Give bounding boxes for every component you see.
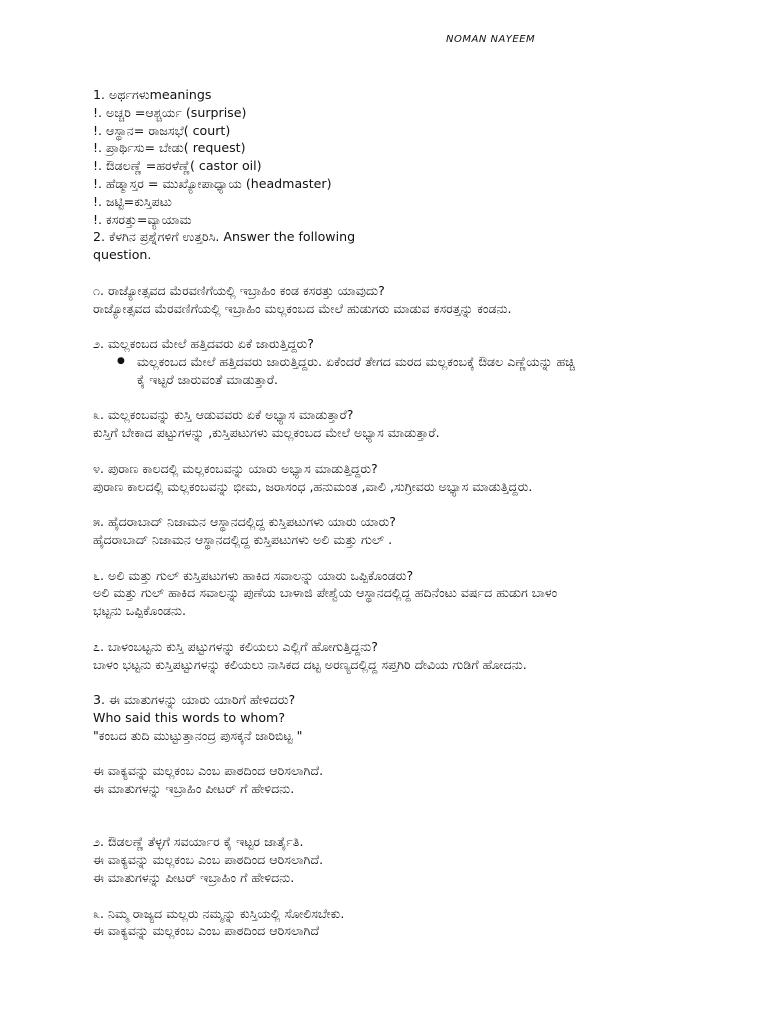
- answer-bullet-list: [93, 353, 673, 389]
- answer: ಭಟ್ಟನು ಒಪ್ಪಿಕೊಂಡನು.: [93, 603, 187, 619]
- meaning-item: !. ಕಸರತ್ತು=ವ್ಯಾಯಾಮ: [93, 211, 192, 227]
- answer: ಈ ವಾಕ್ಯವನ್ನು ಮಲ್ಲಕಂಬ ಎಂಬ ಪಾಠದಿಂದ ಆರಿಸಲಾಗಿದೆ.: [93, 852, 324, 868]
- question: ೩. ಮಲ್ಲಕಂಬವನ್ನು ಕುಸ್ತಿ ಆಡುವವರು ಏಕೆ ಅಭ್ಯಾಸ ಮಾಡುತ್ತಾರೆ?: [93, 407, 354, 423]
- section2-title: 2. ಕೆಳಗಿನ ಪ್ರಶ್ನೆಗಳಿಗೆ ಉತ್ತರಿಸಿ. Answer the following: [93, 229, 356, 245]
- question: ೬. ಅಲಿ ಮತ್ತು ಗುಲ್ ಕುಸ್ತಿಪಟುಗಳು ಹಾಕಿದ ಸವಾಲನ್ನು ಯಾರು ಒಪ್ಪಿಕೊಂಡರು?: [93, 567, 414, 583]
- answer: ಈ ಮಾತುಗಳನ್ನು ಇಬ್ರಾಹಿಂ ಪೀಟರ್ ಗೆ ಹೇಳಿದನು.: [93, 781, 295, 797]
- question: ೩. ನಿಮ್ಮ ರಾಜ್ಯದ ಮಲ್ಲರು ನಮ್ಮನ್ನು ಕುಸ್ತಿಯಲ್ಲಿ ಸೋಲಿಸಬೇಕು.: [93, 905, 345, 921]
- answer: ಬಾಳಂ ಭಟ್ಟನು ಕುಸ್ತಿಪಟ್ಟುಗಳನ್ನು ಕಲಿಯಲು ನಾಸಿಕದ ದಟ್ಟ ಅರಣ್ಯದಲ್ಲಿದ್ದ ಸಪ್ತಗಿರಿ ದೇವಿಯ ಗುಡಿಗೆ ಹೋದನು.: [93, 656, 527, 672]
- answer-bullet: [93, 353, 673, 389]
- meaning-item: !. ಪ್ರಾರ್ಥಿಸು= ಬೇಡು( request): [93, 140, 246, 156]
- section2-title-cont: question.: [93, 247, 152, 263]
- question: ೭. ಬಾಳಂಬಟ್ಟನು ಕುಸ್ತಿ ಪಟ್ಟುಗಳನ್ನು ಕಲಿಯಲು ಎಲ್ಲಿಗೆ ಹೋಗುತ್ತಿದ್ದನು?: [93, 638, 378, 654]
- section1-title: 1. ಅರ್ಥಗಳುmeanings: [93, 87, 212, 102]
- answer: ರಾಜ್ಯೋತ್ಸವದ ಮೆರವಣಿಗೆಯಲ್ಲಿ ಇಬ್ರಾಹಿಂ ಮಲ್ಲಕಂಬದ ಮೇಲೆ ಹುಡುಗರು ಮಾಡುವ ಕಸರತ್ತನ್ನು ಕಂಡನು.: [93, 300, 512, 316]
- question: ೨. ಮಲ್ಲಕಂಬದ ಮೇಲೆ ಹತ್ತಿದವರು ಏಕೆ ಜಾರುತ್ತಿದ್ದರು?: [93, 336, 314, 352]
- meaning-item: !. ಹೆಡ್ಮಾಸ್ತರ = ಮುಖ್ಯೋಪಾಧ್ಯಾಯ (headmaster): [93, 175, 332, 191]
- meaning-item: !. ಆಸ್ಥಾನ= ರಾಜಸಭೆ( court): [93, 122, 231, 138]
- answer: ಈ ಮಾತುಗಳನ್ನು ಪೀಟರ್ ಇಬ್ರಾಹಿಂ ಗೆ ಹೇಳಿದನು.: [93, 870, 295, 886]
- question: ೫. ಹೈದರಾಬಾದ್ ನಿಜಾಮನ ಆಸ್ಥಾನದಲ್ಲಿದ್ದ ಕುಸ್ತಿಪಟುಗಳು ಯಾರು ಯಾರು?: [93, 514, 396, 530]
- question: ೧. ರಾಜ್ಯೋತ್ಸವದ ಮೆರವಣಿಗೆಯಲ್ಲಿ ಇಬ್ರಾಹಿಂ ಕಂಡ ಕಸರತ್ತು ಯಾವುದು?: [93, 282, 385, 298]
- answer-line: ಕೈ ಇಟ್ಟರೆ ಜಾರುವಂತೆ ಮಾಡುತ್ತಾರೆ.: [137, 371, 279, 387]
- answer: ಪುರಾಣ ಕಾಲದಲ್ಲಿ ಮಲ್ಲಕಂಬವನ್ನು ಭೀಮ, ಜರಾಸಂಧ ,ಹನುಮಂತ ,ವಾಲಿ ,ಸುಗ್ರೀವರು ಅಭ್ಯಾಸ ಮಾಡುತ್ತಿದ್ದರು.: [93, 478, 533, 494]
- answer-line: ಮಲ್ಲಕಂಬದ ಮೇಲೆ ಹತ್ತಿದವರು ಜಾರುತ್ತಿದ್ದರು. ಏಕೆಂದರೆ ತೇಗದ ಮರದ ಮಲ್ಲಕಂಬಕ್ಕೆ ಔಡಲ ಎಣ್ಣೆಯನ್ನು ಹಚ್ಚಿ: [137, 353, 575, 369]
- answer: ಕುಸ್ತಿಗೆ ಬೇಕಾದ ಪಟ್ಟುಗಳನ್ನು ,ಕುಸ್ತಿಪಟುಗಳು ಮಲ್ಲಕಂಬದ ಮೇಲೆ ಅಭ್ಯಾಸ ಮಾಡುತ್ತಾರೆ.: [93, 425, 440, 441]
- section3-subtitle: Who said this words to whom?: [93, 709, 286, 725]
- author-name: NOMAN NAYEEM: [446, 34, 536, 45]
- answer: ಹೈದರಾಬಾದ್ ನಿಜಾಮನ ಆಸ್ಥಾನದಲ್ಲಿದ್ದ ಕುಸ್ತಿಪಟುಗಳು ಅಲಿ ಮತ್ತು ಗುಲ್ .: [93, 531, 393, 547]
- answer: ಅಲಿ ಮತ್ತು ಗುಲ್ ಹಾಕಿದ ಸವಾಲನ್ನು ಪುಣೆಯ ಬಾಳಾಜಿ ಪೇಶ್ವೆಯ ಆಸ್ಥಾನದಲ್ಲಿದ್ದ ಹದಿನೆಂಟು ವರ್ಷದ ಹುಡುಗ ಬಾಳಂ: [93, 585, 558, 601]
- document-body: [93, 86, 673, 940]
- meaning-item: !. ಜಟ್ಟಿ=ಕುಸ್ತಿಪಟು: [93, 193, 172, 209]
- question: ೨. ಔಡಲಣ್ಣೆ ತೆಳ್ಳಗೆ ಸವರ್ಯಾರ ಕೈ ಇಟ್ಟರ ಜಾರ್ತೈತಿ.: [93, 834, 304, 850]
- question: ೪. ಪುರಾಣ ಕಾಲದಲ್ಲಿ ಮಲ್ಲಕಂಬವನ್ನು ಯಾರು ಅಭ್ಯಾಸ ಮಾಡುತ್ತಿದ್ದರು?: [93, 460, 378, 476]
- answer: ಈ ವಾಕ್ಯವನ್ನು ಮಲ್ಲಕಂಬ ಎಂಬ ಪಾಠದಿಂದ ಆರಿಸಲಾಗಿದೆ: [93, 923, 320, 939]
- meaning-item: !. ಅಚ್ಚರಿ =ಆಶ್ಚರ್ಯ (surprise): [93, 104, 247, 120]
- section3-title: 3. ಈ ಮಾತುಗಳನ್ನು ಯಾರು ಯಾರಿಗೆ ಹೇಳಿದರು?: [93, 692, 296, 708]
- answer: ಈ ವಾಕ್ಯವನ್ನು ಮಲ್ಲಕಂಬ ಎಂಬ ಪಾಠದಿಂದ ಆರಿಸಲಾಗಿದೆ.: [93, 763, 324, 779]
- meaning-item: !. ಔಡಲಣ್ಣೆ =ಹರಳೆಣ್ಣೆ( castor oil): [93, 158, 262, 174]
- quote: "ಕಂಬದ ತುದಿ ಮುಟ್ಟುತ್ತಾನಂದ್ರ ಪುಸಕ್ಕನೆ ಜಾರಿಬಿಟ್ಟ ": [93, 727, 303, 743]
